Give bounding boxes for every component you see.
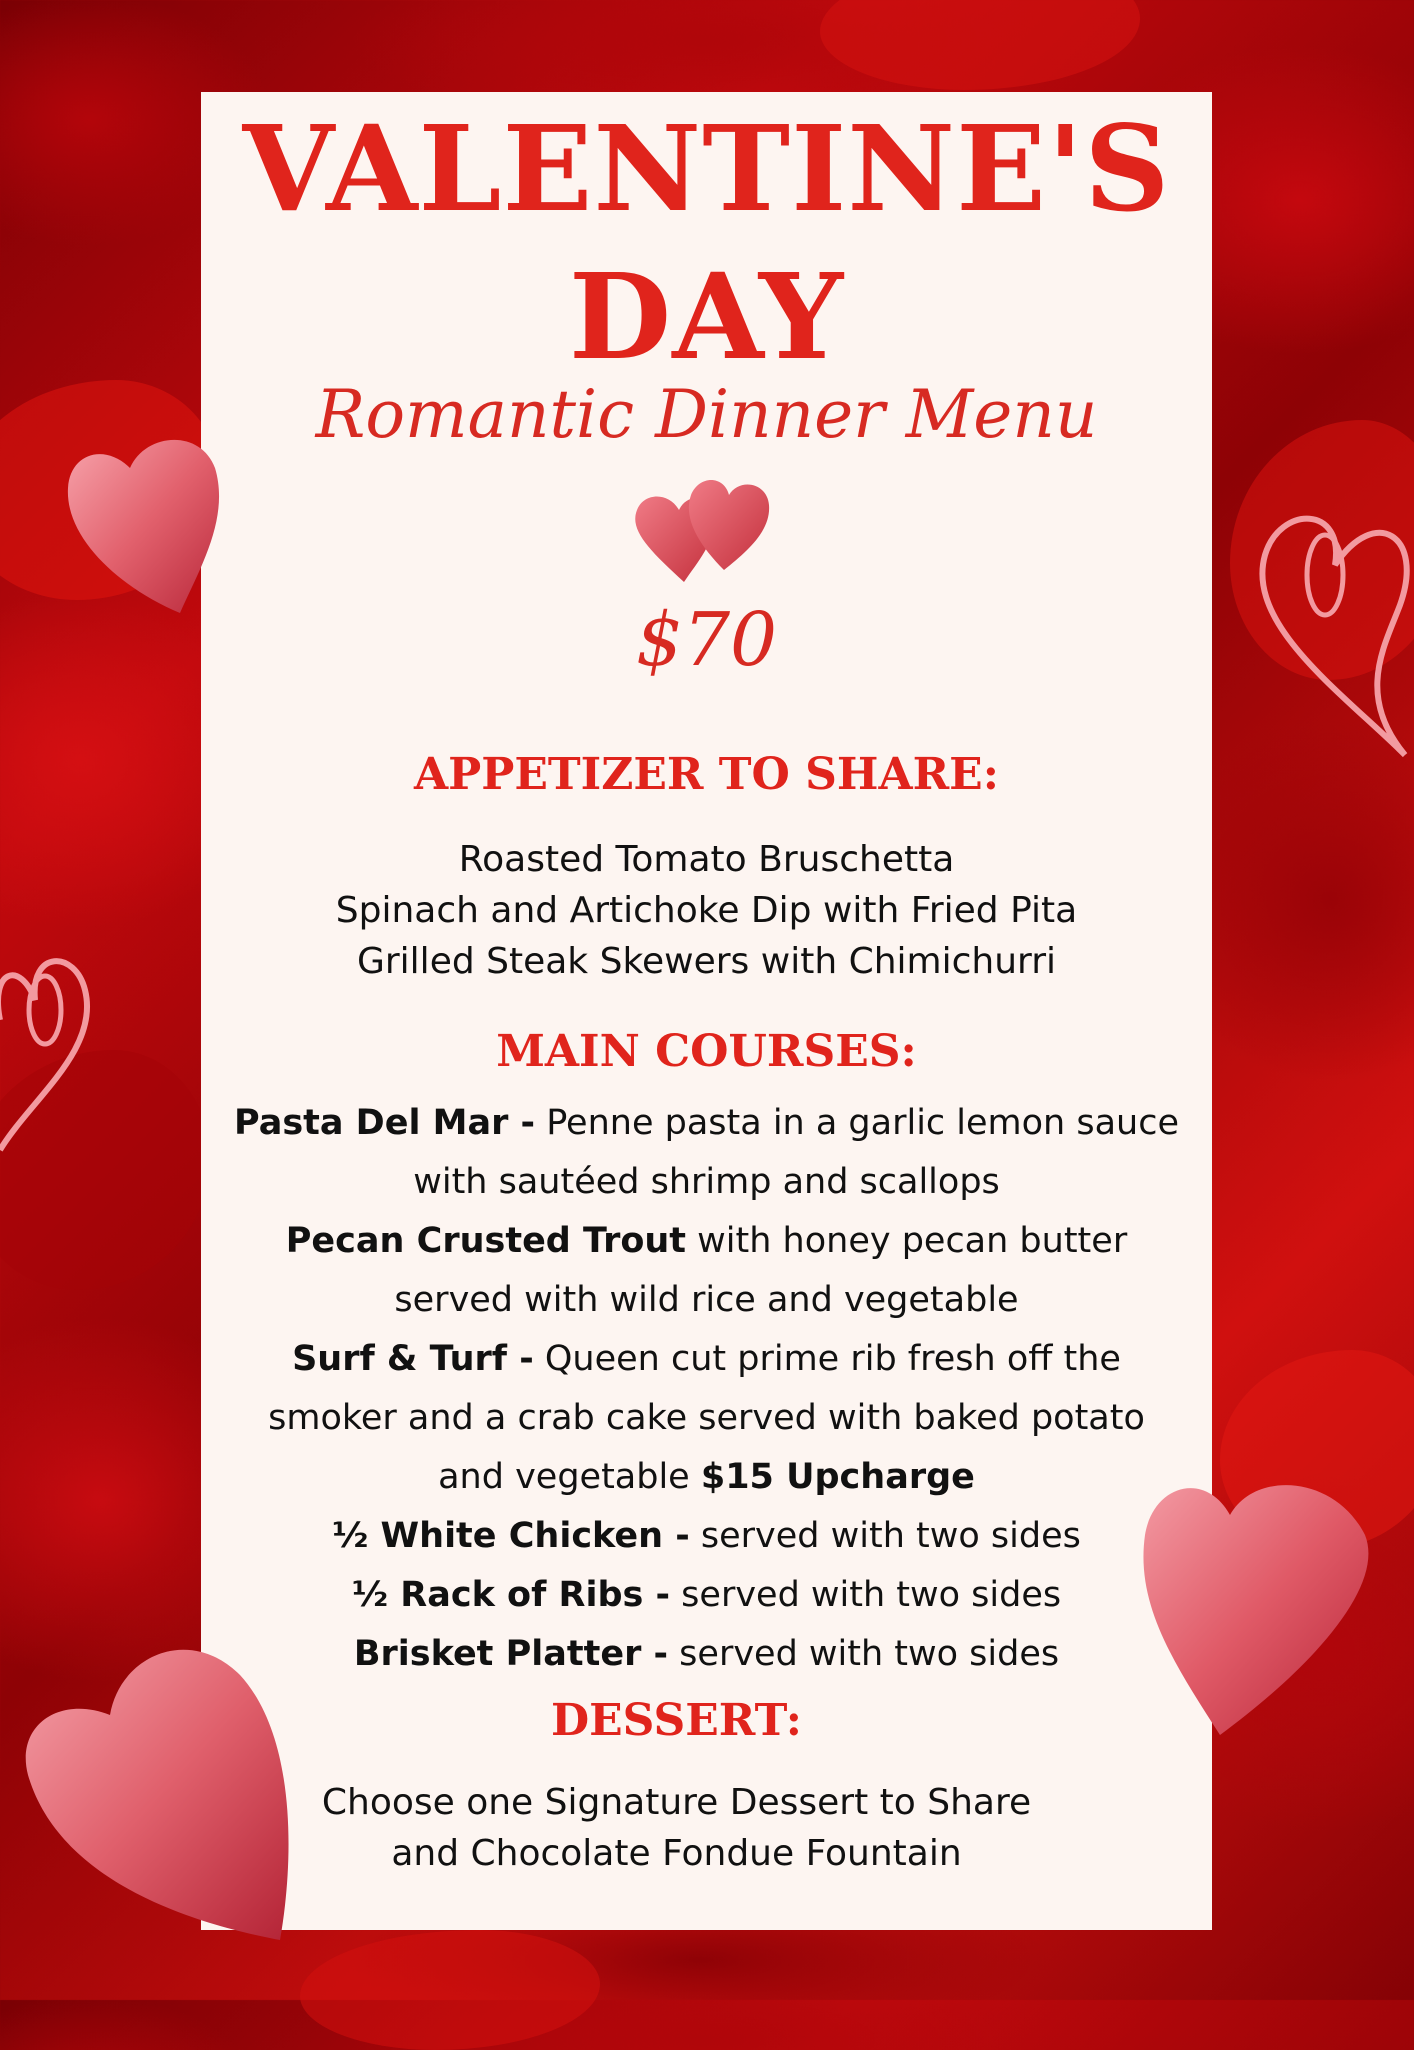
foil-heart-icon [20, 1635, 300, 1945]
main-course-line: Pecan Crusted Trout with honey pecan butter [285, 1221, 1128, 1261]
dish-name: ½ Rack of Ribs - [351, 1575, 671, 1615]
dessert-item: Choose one Signature Dessert to Share [321, 1782, 1032, 1823]
main-course-line: Pasta Del Mar - Penne pasta in a garlic lemon sauce [233, 1103, 1180, 1143]
appetizer-item: Spinach and Artichoke Dip with Fried Pita [335, 890, 1078, 931]
upcharge-note: $15 Upcharge [700, 1457, 975, 1497]
menu-title-line1: VALENTINE'S [242, 99, 1171, 238]
main-courses-heading: MAIN COURSES: [496, 1026, 917, 1077]
swirl-heart-icon [1225, 495, 1414, 765]
foil-heart-icon [1135, 1465, 1375, 1740]
menu-subtitle: Romantic Dinner Menu [315, 376, 1098, 453]
foil-heart-icon [60, 428, 230, 618]
menu-card [201, 92, 1212, 1930]
main-course-line: ½ White Chicken - served with two sides [332, 1516, 1081, 1556]
main-course-line: and vegetable $15 Upcharge [438, 1457, 975, 1497]
dish-name: Brisket Platter - [353, 1634, 669, 1674]
dish-name: Pasta Del Mar - [233, 1103, 536, 1143]
double-heart-icon [629, 470, 779, 588]
main-course-line: smoker and a crab cake served with baked potato [268, 1398, 1145, 1438]
dish-name: ½ White Chicken - [332, 1516, 690, 1556]
main-course-line: ½ Rack of Ribs - served with two sides [351, 1575, 1062, 1615]
rose-petal [300, 1930, 600, 2050]
appetizer-heading: APPETIZER TO SHARE: [414, 749, 999, 800]
dessert-heading: DESSERT: [550, 1695, 803, 1746]
swirl-heart-icon [0, 900, 110, 1160]
main-course-line: Surf & Turf - Queen cut prime rib fresh off the [292, 1339, 1121, 1379]
dish-name: Surf & Turf - [292, 1339, 534, 1379]
menu-title-line2: DAY [568, 247, 845, 386]
main-courses-list [201, 1094, 1212, 1684]
main-course-line: served with wild rice and vegetable [394, 1280, 1019, 1320]
dish-name: Pecan Crusted Trout [285, 1221, 687, 1261]
main-course-line: Brisket Platter - served with two sides [353, 1634, 1060, 1674]
main-course-line: with sautéed shrimp and scallops [413, 1162, 1000, 1202]
appetizer-item: Roasted Tomato Bruschetta [458, 839, 955, 880]
dessert-item: and Chocolate Fondue Fountain [391, 1833, 962, 1874]
appetizer-list [201, 834, 1212, 987]
rose-petal [820, 0, 1140, 90]
menu-price: $70 [635, 597, 778, 683]
appetizer-item: Grilled Steak Skewers with Chimichurri [356, 941, 1056, 982]
dessert-list [171, 1777, 1182, 1879]
